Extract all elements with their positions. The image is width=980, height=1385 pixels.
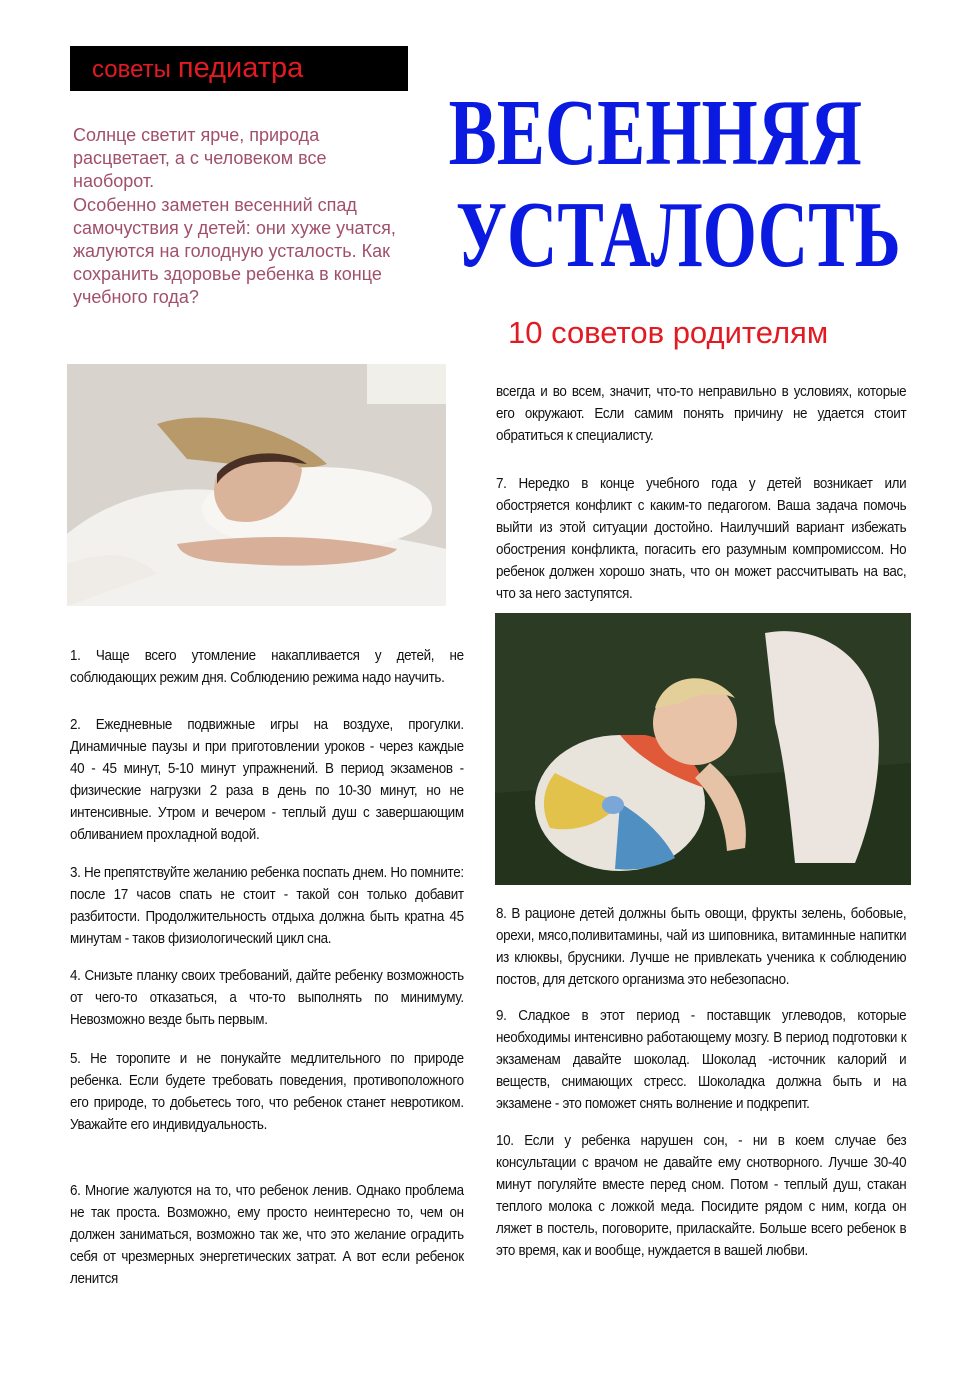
tip-1: 1. Чаще всего утомление накапливается у детей, не соблюдающих режим дня. Соблюдению режима надо научить. <box>70 648 464 687</box>
subtitle: 10 советов родителям <box>508 315 829 350</box>
tip-9: 9. Сладкое в этот период - поставщик углеводов, которые необходимы интенсивно работающему мозгу. В период подготовки к экзаменам давайте шоколад. Шоколад -источник калорий и веществ, снимающих стресс. Шоколадка должна быть и на экзамене - это поможет снять волнение и подкрепит. <box>496 1008 907 1113</box>
lead-paragraph <box>73 124 403 310</box>
tip-6: 6. Многие жалуются на то, что ребенок ленив. Однако проблема не так проста. Возможно, ему просто неинтересно то, чем он должен заниматься, возможно так же, что это желание оградить себя от чрезмерных энергетических затрат. А вот если ребенок ленится <box>70 1183 464 1288</box>
tip-3: 3. Не препятствуйте желанию ребенка поспать днем. Но помните: после 17 часов спать не стоит - такой сон только добавит разбитости. Продолжительность отдыха должна быть кратна 45 минутам - таков физиологический цикл сна. <box>70 865 464 948</box>
rubric-word-1: советы <box>92 56 171 83</box>
headline-line-1: ВЕСЕННЯЯ <box>448 81 863 186</box>
tip-8: 8. В рационе детей должны быть овощи, фрукты зелень, бобовые, орехи, мясо,поливитамины, чай из шиповника, витаминные напитки из клюквы, брусники. Лучше не привлекать ученика к соблюдению постов, для детского организма это небезопасно. <box>496 906 907 989</box>
lead-line-1: Солнце светит ярче, природа расцветает, а с человеком все наоборот. <box>73 125 327 192</box>
photo-girl-with-ball <box>495 613 911 885</box>
rubric-banner <box>70 46 408 91</box>
tip-5: 5. Не торопите и не понукайте медлительного по природе ребенка. Если будете требовать поведения, противоположного его природе, то добьетесь того, что ребенок станет невротиком. Уважайте его индивидуальность. <box>70 1051 464 1134</box>
tip-4: 4. Снизьте планку своих требований, дайте ребенку возможность от чего-то отказаться, а что-то выполнять по минимуму. Невозможно везде быть первым. <box>70 968 464 1029</box>
lead-line-2: Особенно заметен весенний спад самочуствия у детей: они хуже учатся, жалуются на голодную усталость. Как сохранить здоровье ребенка в конце учебного года? <box>73 194 396 308</box>
tip-7: 7. Нередко в конце учебного года у детей возникает или обостряется конфликт с каким-то педагогом. Ваша задача помочь выйти из этой ситуации достойно. Наилучший вариант избежать обострения конфликта, погасить его разумным компромиссом. Но ребенок должен хорошо знать, что он может рассчитывать на вас, что за него заступятся. <box>496 476 907 603</box>
tip-2: 2. Ежедневные подвижные игры на воздухе, прогулки. Динамичные паузы и при приготовлении уроков - через каждые 40 - 45 минут, 5-10 минут упражнений. В период экзаменов - физические нагрузки 2 раза в день по 10-30 минут, но не интенсивные. Утром и вечером - теплый душ с завершающим обливанием прохладной водой. <box>70 717 464 844</box>
tip-6-continued: всегда и во всем, значит, что-то неправильно в условиях, которые его окружают. Если самим понять причину не удается стоит обратиться к специалисту. <box>496 384 907 445</box>
photo-sleeping-boy <box>67 364 446 606</box>
rubric-word-2: педиатра <box>177 52 304 84</box>
tip-10: 10. Если у ребенка нарушен сон, - ни в коем случае без консультации с врачом не давайте ему снотворного. Лучше 30-40 минут погуляйте вместе перед сном. Потом - теплый душ, стакан теплого молока с ложкой меда. Посидите рядом с ним, когда он ляжет в постель, поговорите, приласкайте. Больше всего ребенок в это время, как и вообще, нуждается в вашей любви. <box>496 1133 907 1260</box>
headline-line-2: УСТАЛОСТЬ <box>455 183 901 288</box>
